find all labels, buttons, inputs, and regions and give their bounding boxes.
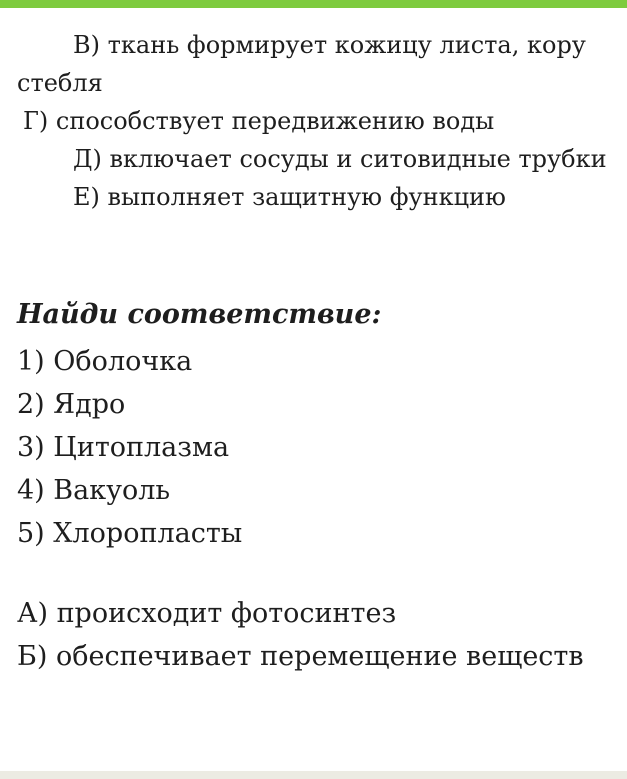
- option-d: Д) включает сосуды и ситовидные трубки: [73, 145, 607, 173]
- option-v: В) ткань формирует кожицу листа, кору стебля: [17, 31, 586, 97]
- match-item: 2) Ядро: [17, 389, 126, 420]
- match-item: 1) Оболочка: [17, 346, 193, 377]
- document-content: [17, 26, 617, 672]
- match-item: 5) Хлоропласты: [17, 518, 243, 549]
- option-e: Е) выполняет защитную функцию: [73, 183, 506, 211]
- task-heading: Найди соответствие:: [17, 299, 382, 330]
- match-item: 4) Вакуоль: [17, 475, 171, 506]
- answer-b: Б) обеспечивает перемещение веществ: [17, 641, 584, 672]
- match-item: 3) Цитоплазма: [17, 432, 230, 463]
- bottom-bar: [0, 771, 627, 779]
- option-g: Г) способствует передвижению воды: [23, 107, 495, 135]
- answer-options: [17, 592, 617, 678]
- match-items-list: [17, 340, 242, 555]
- top-accent-bar: [0, 0, 627, 8]
- answer-a: А) происходит фотосинтез: [17, 598, 397, 629]
